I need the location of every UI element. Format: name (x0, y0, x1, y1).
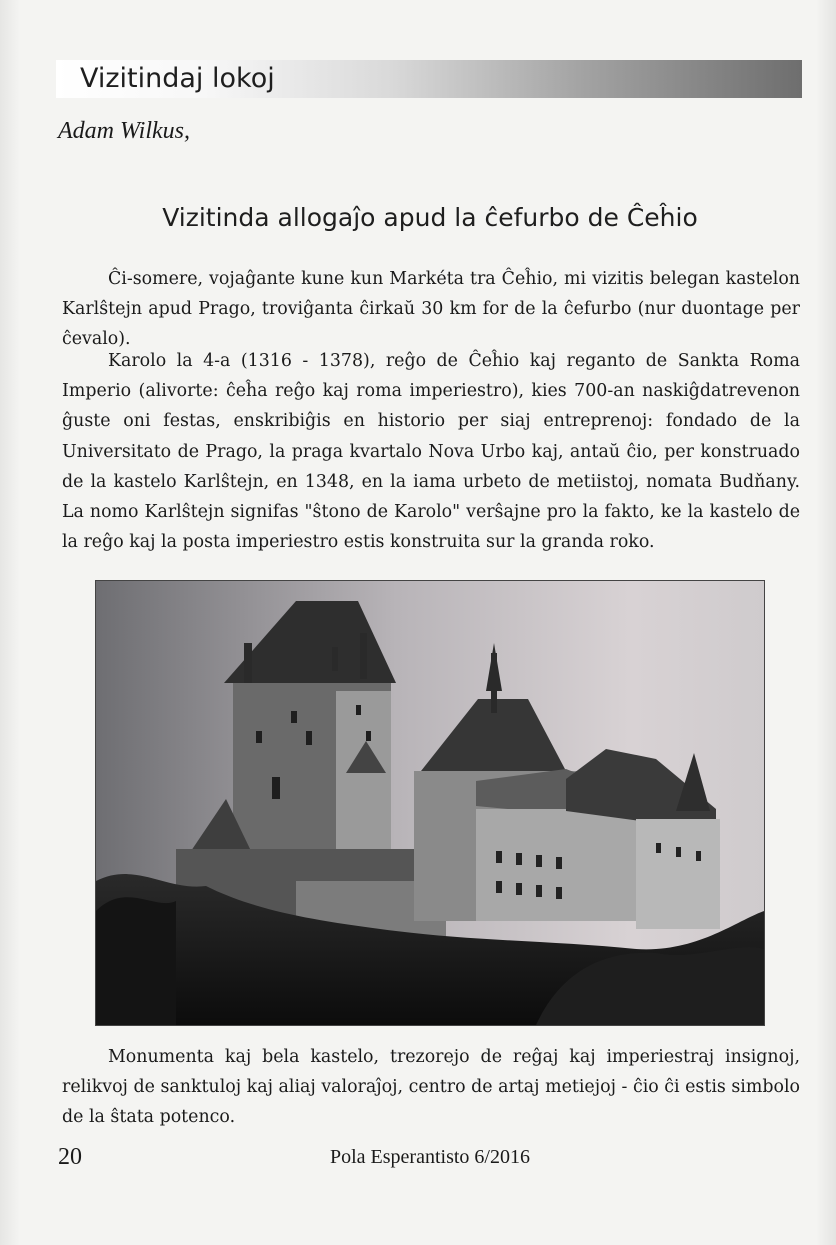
article-paragraph: Ĉi-somere, vojaĝante kune kun Markéta tra Ĉeĥio, mi vizitis belegan kastelon Karlŝtejn apud Prago, troviĝanta ĉirkaŭ 30 km for de la ĉefurbo (nur duontage per ĉevalo). (62, 269, 800, 350)
page-number: 20 (58, 1144, 82, 1170)
article-title: Vizitinda allogaĵo apud la ĉefurbo de Ĉeĥio (162, 203, 698, 232)
publication-footer: Pola Esperantisto 6/2016 (330, 1146, 530, 1168)
castle-photo (95, 580, 765, 1026)
article-paragraph: Karolo la 4-a (1316 - 1378), reĝo de Ĉeĥio kaj reganto de Sankta Roma Imperio (alivorte: ĉeĥa reĝo kaj roma imperiestro), kies 700-an naskiĝdatrevenon ĝuste oni festas, enskribiĝis en historio per siaj entreprenoj: fondado de la Universitato de Prago, la praga kvartalo Nova Urbo kaj, antaŭ ĉio, per konstruado de la kastelo Karlŝtejn, en 1348, en la iama urbeto de metiistoj, nomata Budňany. La nomo Karlŝtejn signifas "ŝtono de Karolo" verŝajne pro la fakto, ke la kastelo de la reĝo kaj la posta imperiestro estis konstruita sur la granda roko. (62, 351, 800, 553)
article-paragraph: Monumenta kaj bela kastelo, trezorejo de reĝaj kaj imperiestraj insignoj, relikvoj de sanktuloj kaj aliaj valoraĵoj, centro de artaj metiejoj - ĉio ĉi estis simbolo de la ŝtata potenco. (62, 1047, 800, 1128)
section-title: Vizitindaj lokoj (80, 63, 275, 94)
author-name: Adam Wilkus, (58, 118, 190, 144)
